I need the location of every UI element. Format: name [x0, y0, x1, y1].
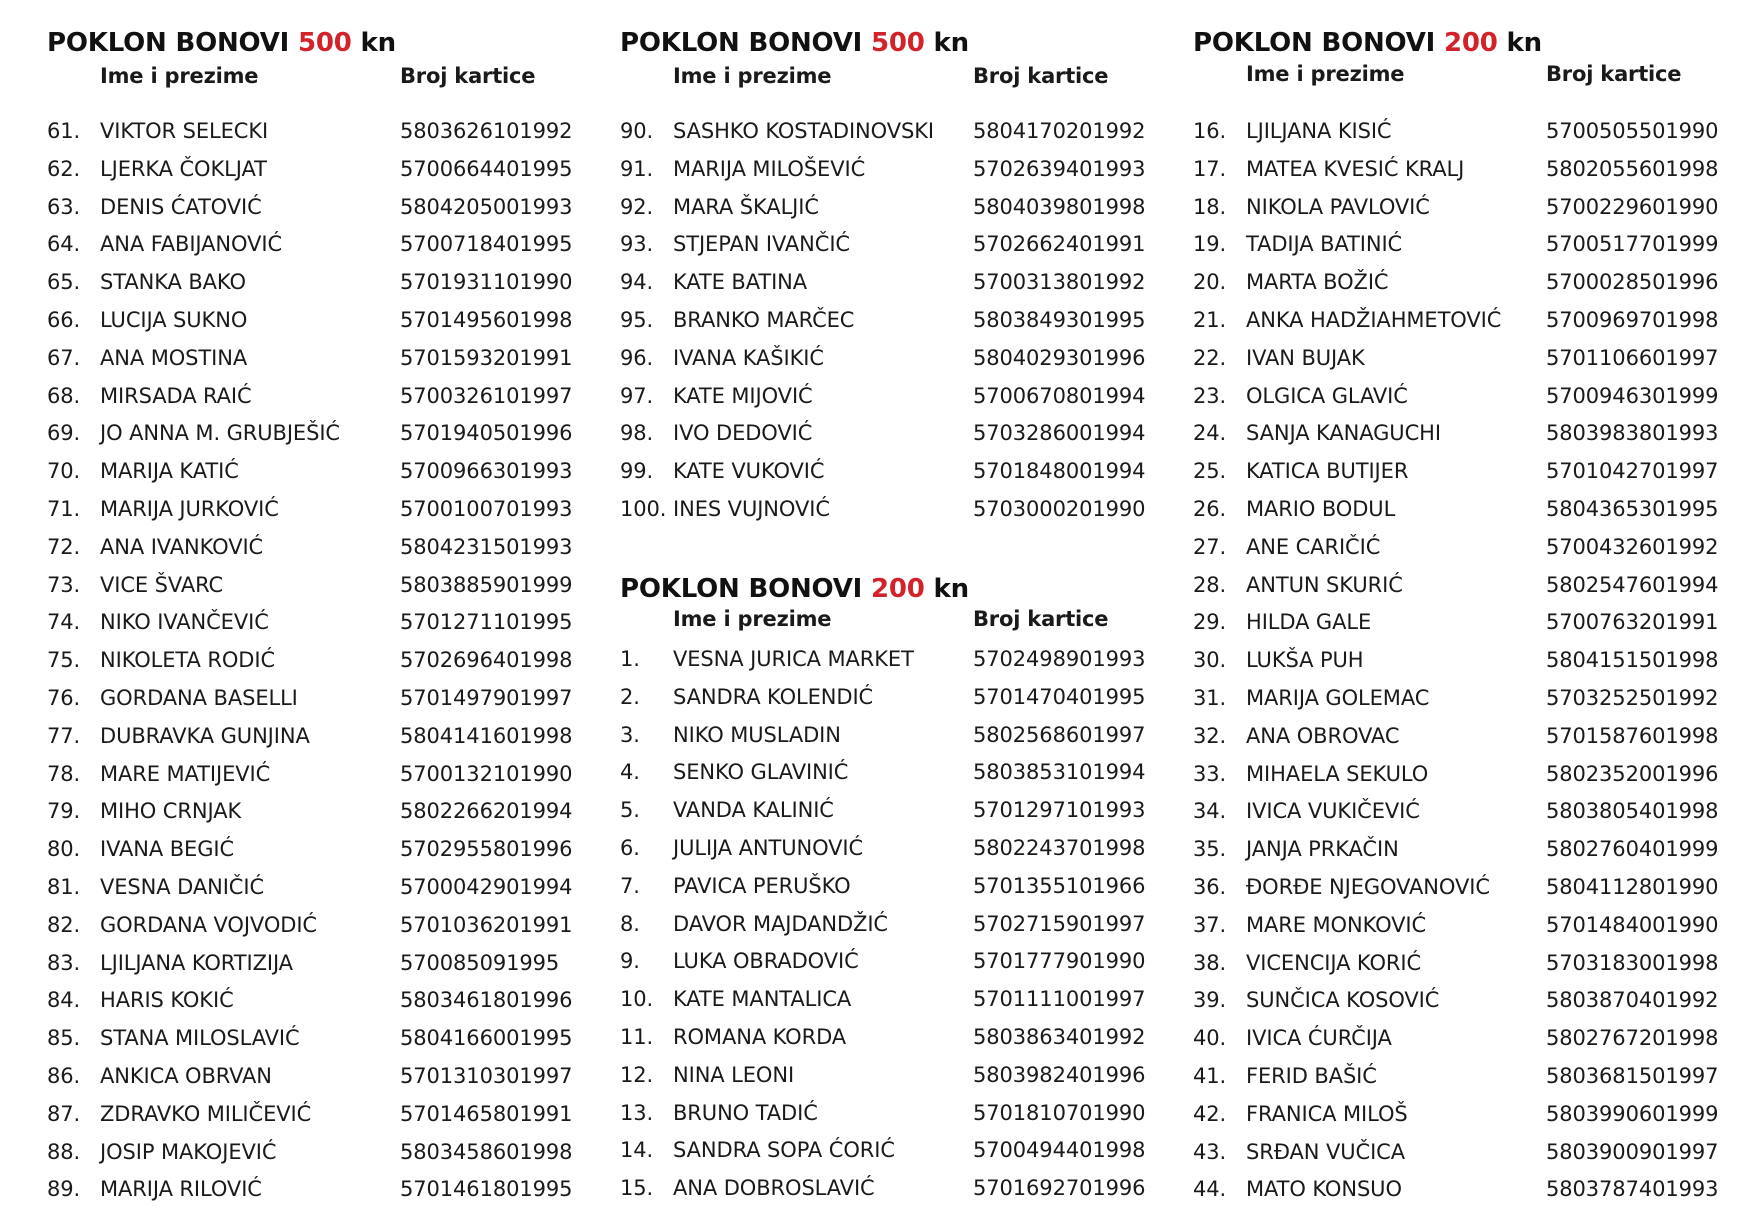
recipient-name: HARIS KOKIĆ [100, 988, 234, 1013]
recipient-name: ANA DOBROSLAVIĆ [673, 1176, 875, 1201]
row-number: 14. [620, 1138, 654, 1163]
card-column-header: Broj kartice [1546, 62, 1682, 86]
row-number: 40. [1193, 1026, 1227, 1051]
card-number: 5700946301999 [1546, 383, 1719, 408]
card-number: 5702955801996 [400, 837, 573, 862]
card-number: 5701111001997 [973, 987, 1146, 1012]
card-number: 5804029301996 [973, 345, 1146, 370]
amount-value: 200 [871, 574, 925, 604]
row-number: 26. [1193, 496, 1227, 521]
card-number: 5700969701998 [1546, 307, 1719, 332]
recipient-name: LUKŠA PUH [1246, 648, 1364, 673]
recipient-name: ZDRAVKO MILIČEVIĆ [100, 1101, 312, 1126]
row-number: 65. [47, 270, 81, 295]
row-number: 36. [1193, 874, 1227, 899]
recipient-name: GORDANA VOJVODIĆ [100, 912, 317, 937]
row-number: 12. [620, 1062, 654, 1087]
row-number: 86. [47, 1063, 81, 1088]
recipient-name: JOSIP MAKOJEVIĆ [100, 1139, 277, 1164]
amount-value: 500 [298, 28, 352, 58]
row-number: 29. [1193, 610, 1227, 635]
section-title: POKLON BONOVI 200 kn [620, 574, 969, 604]
card-number: 5802547601994 [1546, 572, 1719, 597]
recipient-name: STANKA BAKO [100, 270, 246, 295]
row-number: 21. [1193, 307, 1227, 332]
card-number: 5803900901997 [1546, 1139, 1719, 1164]
card-number: 5701461801995 [400, 1177, 573, 1202]
card-number: 5803849301995 [973, 307, 1146, 332]
card-number: 5804231501993 [400, 534, 573, 559]
card-number: 5803863401992 [973, 1024, 1146, 1049]
row-number: 81. [47, 874, 81, 899]
row-number: 23. [1193, 383, 1227, 408]
card-number: 5701106601997 [1546, 345, 1719, 370]
row-number: 28. [1193, 572, 1227, 597]
row-number: 66. [47, 307, 81, 332]
row-number: 64. [47, 232, 81, 257]
card-number: 5804141601998 [400, 723, 573, 748]
row-number: 75. [47, 648, 81, 673]
row-number: 7. [620, 873, 640, 898]
recipient-name: DENIS ĆATOVIĆ [100, 194, 262, 219]
card-number: 5700966301993 [400, 459, 573, 484]
row-number: 4. [620, 760, 640, 785]
card-number: 5803461801996 [400, 988, 573, 1013]
row-number: 72. [47, 534, 81, 559]
recipient-name: MARTA BOŽIĆ [1246, 270, 1389, 295]
recipient-name: DAVOR MAJDANDŽIĆ [673, 911, 888, 936]
card-number: 5701593201991 [400, 345, 573, 370]
recipient-name: DUBRAVKA GUNJINA [100, 723, 310, 748]
card-number: 5802767201998 [1546, 1026, 1719, 1051]
card-number: 5701940501996 [400, 421, 573, 446]
recipient-name: MARIJA JURKOVIĆ [100, 496, 279, 521]
row-number: 18. [1193, 194, 1227, 219]
row-number: 100. [620, 496, 667, 521]
recipient-name: ANKICA OBRVAN [100, 1063, 272, 1088]
row-number: 1. [620, 647, 640, 671]
row-number: 88. [47, 1139, 81, 1164]
card-number: 5803458601998 [400, 1139, 573, 1164]
recipient-name: MARIO BODUL [1246, 496, 1396, 521]
card-number: 5703183001998 [1546, 950, 1719, 975]
recipient-name: IVICA VUKIČEVIĆ [1246, 799, 1420, 824]
recipient-name: NIKOLA PAVLOVIĆ [1246, 194, 1430, 219]
recipient-name: OLGICA GLAVIĆ [1246, 383, 1408, 408]
row-number: 69. [47, 421, 81, 446]
recipient-name: SANDRA KOLENDIĆ [673, 684, 874, 709]
card-number: 5804039801998 [973, 194, 1146, 219]
card-number: 5700042901994 [400, 874, 573, 899]
row-number: 67. [47, 345, 81, 370]
recipient-name: SENKO GLAVINIĆ [673, 760, 849, 785]
card-number: 5703252501992 [1546, 685, 1719, 710]
recipient-name: MIHO CRNJAK [100, 799, 242, 824]
card-number: 5803885901999 [400, 572, 573, 597]
recipient-name: LJILJANA KORTIZIJA [100, 950, 293, 975]
name-column-header: Ime i prezime [673, 607, 832, 631]
row-number: 43. [1193, 1139, 1227, 1164]
card-number: 5702639401993 [973, 156, 1146, 181]
row-number: 97. [620, 383, 654, 408]
card-column-header: Broj kartice [973, 607, 1109, 631]
recipient-name: MARE MONKOVIĆ [1246, 912, 1427, 937]
card-number: 5700664401995 [400, 156, 573, 181]
recipient-name: VANDA KALINIĆ [673, 798, 834, 823]
row-number: 63. [47, 194, 81, 219]
recipient-name: LJERKA ČOKLJAT [100, 156, 267, 181]
recipient-name: BRUNO TADIĆ [673, 1100, 818, 1125]
recipient-name: FRANICA MILOŠ [1246, 1101, 1408, 1126]
recipient-name: MARE MATIJEVIĆ [100, 761, 271, 786]
recipient-name: IVAN BUJAK [1246, 345, 1365, 370]
card-number: 5802352001996 [1546, 761, 1719, 786]
recipient-name: KATE MIJOVIĆ [673, 383, 813, 408]
row-number: 42. [1193, 1101, 1227, 1126]
card-number: 5701692701996 [973, 1176, 1146, 1201]
row-number: 25. [1193, 459, 1227, 484]
card-number: 5802266201994 [400, 799, 573, 824]
row-number: 44. [1193, 1177, 1227, 1202]
card-number: 5803805401998 [1546, 799, 1719, 824]
card-number: 5803870401992 [1546, 988, 1719, 1013]
row-number: 8. [620, 911, 640, 936]
row-number: 15. [620, 1176, 654, 1201]
card-number: 5700505501990 [1546, 119, 1719, 143]
row-number: 99. [620, 459, 654, 484]
recipient-name: SRĐAN VUČICA [1246, 1139, 1405, 1164]
recipient-name: JO ANNA M. GRUBJEŠIĆ [100, 421, 340, 446]
recipient-name: NIKO IVANČEVIĆ [100, 610, 269, 635]
recipient-name: MARIJA RILOVIĆ [100, 1177, 262, 1202]
row-number: 2. [620, 684, 640, 709]
card-number: 5702696401998 [400, 648, 573, 673]
card-number: 5700229601990 [1546, 194, 1719, 219]
row-number: 16. [1193, 119, 1227, 143]
name-column-header: Ime i prezime [100, 64, 259, 88]
row-number: 31. [1193, 685, 1227, 710]
amount-value: 200 [1444, 28, 1498, 58]
recipient-name: ANA FABIJANOVIĆ [100, 232, 283, 257]
card-number: 5701470401995 [973, 684, 1146, 709]
recipient-name: LUCIJA SUKNO [100, 307, 248, 332]
recipient-name: VESNA DANIČIĆ [100, 874, 265, 899]
recipient-name: VICENCIJA KORIĆ [1246, 950, 1422, 975]
card-number: 5701484001990 [1546, 912, 1719, 937]
recipient-name: SANDRA SOPA ĆORIĆ [673, 1138, 895, 1163]
recipient-name: NINA LEONI [673, 1062, 795, 1087]
recipient-name: ĐORĐE NJEGOVANOVIĆ [1246, 874, 1490, 899]
row-number: 41. [1193, 1063, 1227, 1088]
row-number: 74. [47, 610, 81, 635]
recipient-name: MARIJA KATIĆ [100, 459, 239, 484]
recipient-name: HILDA GALE [1246, 610, 1372, 635]
card-number: 5700494401998 [973, 1138, 1146, 1163]
card-number: 5802055601998 [1546, 156, 1719, 181]
recipient-name: LJILJANA KISIĆ [1246, 119, 1392, 143]
card-number: 5804112801990 [1546, 874, 1719, 899]
row-number: 9. [620, 949, 640, 974]
row-number: 62. [47, 156, 81, 181]
row-number: 84. [47, 988, 81, 1013]
card-number: 5804205001993 [400, 194, 573, 219]
card-number: 5804365301995 [1546, 496, 1719, 521]
card-number: 5701495601998 [400, 307, 573, 332]
recipient-name: STANA MILOSLAVIĆ [100, 1026, 300, 1051]
recipient-name: MARIJA MILOŠEVIĆ [673, 156, 866, 181]
row-number: 85. [47, 1026, 81, 1051]
recipient-name: JANJA PRKAČIN [1246, 837, 1399, 862]
row-number: 70. [47, 459, 81, 484]
row-number: 82. [47, 912, 81, 937]
row-number: 89. [47, 1177, 81, 1202]
row-number: 96. [620, 345, 654, 370]
recipient-name: LUKA OBRADOVIĆ [673, 949, 859, 974]
card-number: 5703000201990 [973, 496, 1146, 521]
row-number: 91. [620, 156, 654, 181]
row-number: 10. [620, 987, 654, 1012]
recipient-name: ANKA HADŽIAHMETOVIĆ [1246, 307, 1502, 332]
recipient-name: IVANA KAŠIKIĆ [673, 345, 824, 370]
card-number: 5701297101993 [973, 798, 1146, 823]
row-number: 94. [620, 270, 654, 295]
recipient-name: IVANA BEGIĆ [100, 837, 235, 862]
card-number: 5803787401993 [1546, 1177, 1719, 1202]
section-title: POKLON BONOVI 500 kn [620, 28, 969, 58]
card-column-header: Broj kartice [973, 64, 1109, 88]
row-number: 78. [47, 761, 81, 786]
card-number: 5701497901997 [400, 685, 573, 710]
row-number: 98. [620, 421, 654, 446]
card-number: 5700313801992 [973, 270, 1146, 295]
card-number: 5700326101997 [400, 383, 573, 408]
row-number: 93. [620, 232, 654, 257]
row-number: 11. [620, 1024, 654, 1049]
recipient-name: MARIJA GOLEMAC [1246, 685, 1430, 710]
card-number: 5804151501998 [1546, 648, 1719, 673]
card-number: 5703286001994 [973, 421, 1146, 446]
card-number: 5701036201991 [400, 912, 573, 937]
row-number: 39. [1193, 988, 1227, 1013]
row-number: 90. [620, 119, 654, 143]
card-number: 5701271101995 [400, 610, 573, 635]
card-number: 5803853101994 [973, 760, 1146, 785]
recipient-name: JULIJA ANTUNOVIĆ [673, 835, 864, 860]
recipient-name: MIRSADA RAIĆ [100, 383, 252, 408]
row-number: 68. [47, 383, 81, 408]
recipient-name: GORDANA BASELLI [100, 685, 298, 710]
card-number: 5701931101990 [400, 270, 573, 295]
card-number: 5702715901997 [973, 911, 1146, 936]
recipient-name: VICE ŠVARC [100, 572, 224, 597]
card-number: 5803990601999 [1546, 1101, 1719, 1126]
recipient-name: ANE CARIČIĆ [1246, 534, 1381, 559]
card-number: 5803982401996 [973, 1062, 1146, 1087]
card-number: 5803983801993 [1546, 421, 1719, 446]
row-number: 33. [1193, 761, 1227, 786]
name-column-header: Ime i prezime [673, 64, 832, 88]
recipient-name: ANTUN SKURIĆ [1246, 572, 1403, 597]
row-number: 77. [47, 723, 81, 748]
recipient-name: VIKTOR SELECKI [100, 119, 269, 143]
card-number: 5700100701993 [400, 496, 573, 521]
card-number: 570085091995 [400, 950, 560, 975]
recipient-name: NIKO MUSLADIN [673, 722, 841, 747]
recipient-name: BRANKO MARČEC [673, 307, 855, 332]
row-number: 87. [47, 1101, 81, 1126]
recipient-name: IVO DEDOVIĆ [673, 421, 813, 446]
card-number: 5700763201991 [1546, 610, 1719, 635]
row-number: 19. [1193, 232, 1227, 257]
recipient-name: STJEPAN IVANČIĆ [673, 232, 851, 257]
card-number: 5803626101992 [400, 119, 573, 143]
card-number: 5702498901993 [973, 647, 1146, 671]
recipient-name: SUNČICA KOSOVIĆ [1246, 988, 1440, 1013]
recipient-name: ROMANA KORDA [673, 1024, 847, 1049]
card-number: 5700432601992 [1546, 534, 1719, 559]
row-number: 79. [47, 799, 81, 824]
recipient-name: KATE VUKOVIĆ [673, 459, 825, 484]
recipient-name: MATO KONSUO [1246, 1177, 1402, 1202]
card-number: 5701042701997 [1546, 459, 1719, 484]
recipient-name: FERID BAŠIĆ [1246, 1063, 1377, 1088]
recipient-name: ANA MOSTINA [100, 345, 248, 370]
card-number: 5700517701999 [1546, 232, 1719, 257]
row-number: 30. [1193, 648, 1227, 673]
row-number: 76. [47, 685, 81, 710]
recipient-name: NIKOLETA RODIĆ [100, 648, 276, 673]
row-number: 5. [620, 798, 640, 823]
name-column-header: Ime i prezime [1246, 62, 1405, 86]
row-number: 37. [1193, 912, 1227, 937]
recipient-name: IVICA ĆURČIJA [1246, 1026, 1392, 1051]
card-number: 5802243701998 [973, 835, 1146, 860]
row-number: 73. [47, 572, 81, 597]
row-number: 22. [1193, 345, 1227, 370]
row-number: 35. [1193, 837, 1227, 862]
amount-value: 500 [871, 28, 925, 58]
card-column-header: Broj kartice [400, 64, 536, 88]
card-number: 5701848001994 [973, 459, 1146, 484]
row-number: 38. [1193, 950, 1227, 975]
card-number: 5701587601998 [1546, 723, 1719, 748]
recipient-name: ANA OBROVAC [1246, 723, 1400, 748]
recipient-name: MIHAELA SEKULO [1246, 761, 1429, 786]
recipient-name: KATE BATINA [673, 270, 808, 295]
card-number: 5802568601997 [973, 722, 1146, 747]
card-number: 5804166001995 [400, 1026, 573, 1051]
recipient-name: MARA ŠKALJIĆ [673, 194, 819, 219]
row-number: 27. [1193, 534, 1227, 559]
card-number: 5700132101990 [400, 761, 573, 786]
card-number: 5700028501996 [1546, 270, 1719, 295]
section-title: POKLON BONOVI 200 kn [1193, 28, 1542, 58]
card-number: 5802760401999 [1546, 837, 1719, 862]
recipient-name: MATEA KVESIĆ KRALJ [1246, 156, 1465, 181]
row-number: 32. [1193, 723, 1227, 748]
recipient-name: PAVICA PERUŠKO [673, 873, 851, 898]
recipient-name: INES VUJNOVIĆ [673, 496, 830, 521]
card-number: 5701810701990 [973, 1100, 1146, 1125]
row-number: 24. [1193, 421, 1227, 446]
card-number: 5702662401991 [973, 232, 1146, 257]
card-number: 5701355101966 [973, 873, 1146, 898]
row-number: 6. [620, 835, 640, 860]
recipient-name: ANA IVANKOVIĆ [100, 534, 264, 559]
row-number: 3. [620, 722, 640, 747]
row-number: 17. [1193, 156, 1227, 181]
row-number: 20. [1193, 270, 1227, 295]
card-number: 5701465801991 [400, 1101, 573, 1126]
row-number: 71. [47, 496, 81, 521]
recipient-name: KATICA BUTIJER [1246, 459, 1409, 484]
section-title: POKLON BONOVI 500 kn [47, 28, 396, 58]
recipient-name: SASHKO KOSTADINOVSKI [673, 119, 934, 143]
card-number: 5701777901990 [973, 949, 1146, 974]
row-number: 13. [620, 1100, 654, 1125]
row-number: 80. [47, 837, 81, 862]
card-number: 5701310301997 [400, 1063, 573, 1088]
row-number: 95. [620, 307, 654, 332]
recipient-name: VESNA JURICA MARKET [673, 647, 914, 671]
row-number: 92. [620, 194, 654, 219]
card-number: 5700718401995 [400, 232, 573, 257]
card-number: 5700670801994 [973, 383, 1146, 408]
card-number: 5803681501997 [1546, 1063, 1719, 1088]
recipient-name: SANJA KANAGUCHI [1246, 421, 1441, 446]
row-number: 83. [47, 950, 81, 975]
row-number: 61. [47, 119, 81, 143]
recipient-name: KATE MANTALICA [673, 987, 852, 1012]
row-number: 34. [1193, 799, 1227, 824]
recipient-name: TADIJA BATINIĆ [1246, 232, 1403, 257]
card-number: 5804170201992 [973, 119, 1146, 143]
